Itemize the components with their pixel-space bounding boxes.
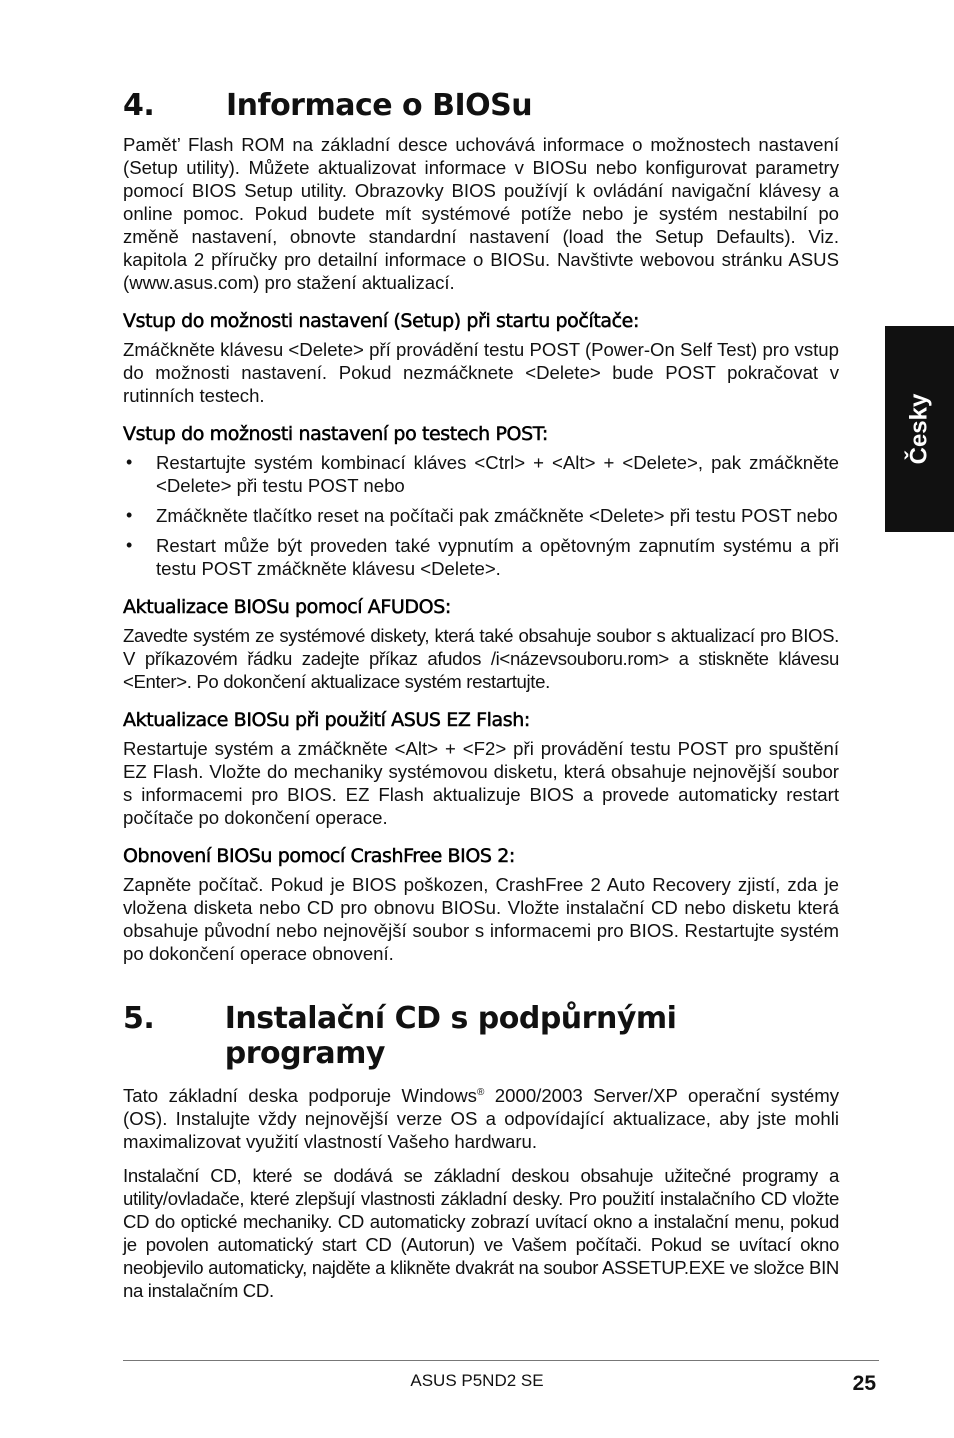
list-item	[123, 451, 839, 497]
language-side-tab	[885, 326, 954, 532]
sub4-heading: Aktualizace BIOSu při použití ASUS EZ Flash:	[123, 709, 530, 731]
section-5-para2: Instalační CD, které se dodává se základní deskou obsahuje užitečné programy a utility/ovladače, které zlepšují vlastnosti základní desky. Pro použití instalačního CD vložte CD do optické mechaniky. CD automaticky zobrazí uvítací okno a instalační menu, pokud je povolen automatický start CD (Autorun) ve Vašem počítači. Pokud se uvítací okno neobjevilo automaticky, najděte a klikněte dvakrát na soubor ASSETUP.EXE ve složce BIN na instalačním CD.	[123, 1165, 839, 1302]
sub4-text: Restartuje systém a zmáčkněte <Alt> + <F2> při provádění testu POST pro spuštění EZ Flash. Vložte do mechaniky systémovou disketu, která obsahuje nejnovější soubor s informacemi pro BIOS. EZ Flash aktualizuje BIOS a provede automaticky restart počítače po dokončení operace.	[123, 738, 839, 828]
sub2-heading: Vstup do možnosti nastavení po testech POST:	[123, 423, 548, 445]
sub2-bullet-list	[123, 451, 839, 580]
section-5-number: 5.	[123, 1001, 155, 1036]
list-item	[123, 534, 839, 580]
section-5-heading	[123, 1001, 839, 1071]
page-content	[123, 88, 839, 1313]
bullet-icon: •	[126, 505, 133, 525]
section-4-title: Informace o BIOSu	[226, 88, 533, 123]
list-item-text: Zmáčkněte tlačítko reset na počítači pak zmáčkněte <Delete> při testu POST nebo	[156, 505, 838, 526]
footer-divider	[123, 1360, 879, 1361]
sub3-text: Zavedte systém ze systémové diskety, která také obsahuje soubor s aktualizací pro BIOS. V příkazovém řádku zadejte příkaz afudos /i<názevsouboru.rom> a stiskněte klávesu <Enter>. Po dokončení aktualizace systém restartujte.	[123, 625, 839, 692]
section-4-heading	[123, 88, 839, 123]
list-item	[123, 504, 839, 527]
section-4-intro: Pamět’ Flash ROM na základní desce uchovává informace o možnostech nastavení (Setup utility). Můžete aktualizovat informace v BIOSu nebo konfigurovat parametry pomocí BIOS Setup utility. Obrazovky BIOS používjí k ovládání navigační klávesy a online pomoc. Pokud budete mít systémové potíže nebo je systém nestabilní po změně nastavení, obnovte standardní nastavení (load the Setup Defaults). Viz. kapitola 2 příručky pro detailní informace o BIOSu. Navštivte webovou stránku ASUS (www.asus.com) pro stažení aktualizací.	[123, 134, 839, 293]
section-5-para1	[123, 1081, 839, 1153]
language-side-tab-label: Česky	[905, 393, 933, 465]
bullet-icon: •	[126, 452, 133, 472]
bullet-icon: •	[126, 535, 133, 555]
registered-mark: ®	[476, 1087, 485, 1098]
section-4-number: 4.	[123, 88, 155, 123]
footer-title: ASUS P5ND2 SE	[410, 1371, 544, 1390]
sub1-text: Zmáčkněte klávesu <Delete> pří provádění testu POST (Power-On Self Test) pro vstup do možnosti nastavení. Pokud nezmáčknete <Delete> bude POST pokračovat v rutinních testech.	[123, 339, 839, 406]
sub5-heading: Obnovení BIOSu pomocí CrashFree BIOS 2:	[123, 845, 515, 867]
para1-rest: 2000/2003 Server/XP operační systémy (OS). Instalujte vždy nejnovější verze OS a odpovídající aktualizace, aby jste mohli maximalizovat využití vlastností Vašeho hardwaru.	[123, 1085, 839, 1153]
list-item-text: Restartujte systém kombinací kláves <Ctrl> + <Alt> + <Delete>, pak zmáčkněte <Delete> při testu POST nebo	[156, 452, 839, 496]
para1-start: Tato základní deska podporuje Windows	[123, 1085, 477, 1107]
sub5-text: Zapněte počítač. Pokud je BIOS poškozen, CrashFree 2 Auto Recovery zjistí, zda je vložena disketa nebo CD pro obnovu BIOSu. Vložte instalační CD nebo disketu která obsahuje původní nebo nejnovější soubor s informacemi pro BIOS. Restartujte systém po dokončení operace obnovení.	[123, 874, 839, 964]
list-item-text: Restart může být proveden také vypnutím a opětovným zapnutím systému a při testu POST zmáčkněte klávesu <Delete>.	[156, 535, 839, 579]
page-number: 25	[852, 1372, 876, 1395]
section-5-title: Instalační CD s podpůrnými programy	[224, 1001, 677, 1071]
sub1-heading: Vstup do možnosti nastavení (Setup) při startu počítače:	[123, 310, 639, 332]
sub3-heading: Aktualizace BIOSu pomocí AFUDOS:	[123, 596, 451, 618]
